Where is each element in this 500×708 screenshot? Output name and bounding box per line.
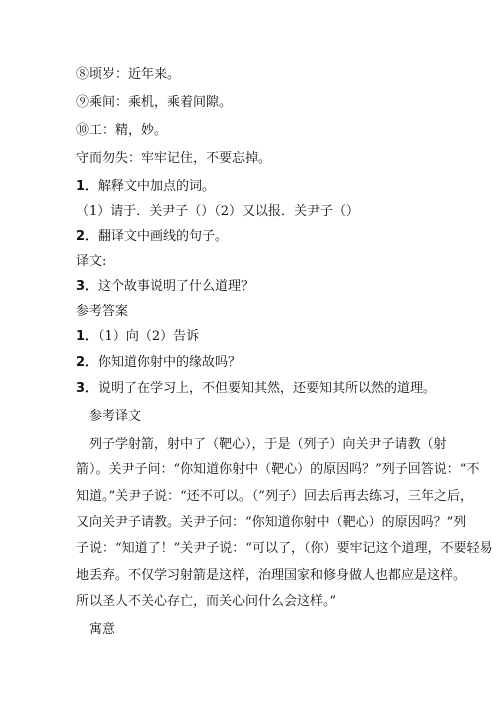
translation-label: 译文:	[76, 254, 107, 269]
question-1	[76, 179, 215, 195]
translation-line-5: 子说：“知道了！”关尹子说：“可以了，（你）要牢记这个道理，不要轻易	[76, 541, 493, 556]
moral-heading: 寓意	[89, 622, 116, 637]
question-number: 3．	[76, 279, 99, 294]
answer-number: 2．	[76, 355, 99, 370]
answer-3	[76, 381, 436, 397]
note-10: ⑩工：精，妙。	[76, 123, 168, 138]
translation-line-4: 又向关尹子请教。关尹子问：“你知道你射中（靶心）的原因吗？”列	[76, 515, 467, 530]
answer-number: 3．	[76, 381, 99, 396]
translation-line-2: 箭）。关尹子问：“你知道你射中（靶心）的原因吗？”列子回答说：“不	[76, 462, 480, 477]
answer-1	[76, 329, 199, 345]
translation-line-6: 地丢弃。不仅学习射箭是这样，治理国家和修身做人也都应是这样。	[76, 568, 467, 583]
note-idiom: 守而勿失：牢牢记住，不要忘掉。	[76, 151, 272, 166]
answer-2	[76, 355, 241, 371]
answer-text: （1）向（2）告诉	[98, 329, 200, 344]
translation-line-7: 所以圣人不关心存亡，而关心问什么会这样。”	[76, 594, 337, 609]
translation-line-3: 知道。”关尹子说：“还不可以。（”列子）回去后再去练习，三年之后，	[76, 489, 473, 504]
answers-heading: 参考答案	[76, 304, 129, 319]
note-9: ⑨乘间：乘机，乘着间隙。	[76, 95, 233, 110]
translation-line-1: 列子学射箭，射中了（靶心），于是（列子）向关尹子请教（射	[89, 437, 447, 452]
answer-number: 1．	[76, 329, 99, 344]
note-8: ⑧顷岁：近年来。	[76, 67, 181, 82]
reference-translation-heading: 参考译文	[89, 409, 142, 424]
question-2	[76, 229, 228, 245]
answer-text: 说明了在学习上，不但要知其然，还要知其所以然的道理。	[98, 381, 437, 396]
question-text: 翻译文中画线的句子。	[98, 229, 229, 244]
answer-text: 你知道你射中的缘故吗？	[98, 355, 242, 370]
question-text: 解释文中加点的词。	[98, 179, 216, 194]
question-number: 1．	[76, 179, 99, 194]
question-text: 这个故事说明了什么道理？	[98, 279, 255, 294]
question-3	[76, 279, 254, 295]
question-number: 2．	[76, 229, 99, 244]
question-1-subitems: （1）请于．关尹子（）（2）又以报．关尹子（）	[76, 204, 360, 219]
